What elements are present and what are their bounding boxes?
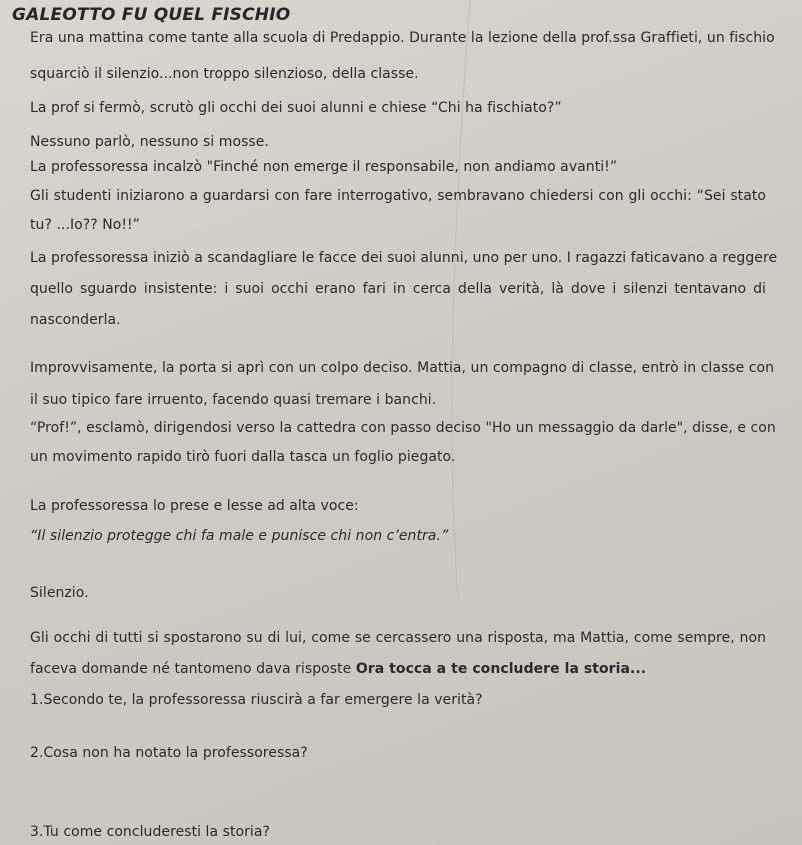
story-line: quello sguardo insistente: i suoi occhi erano fari in cerca della verità, là dove i silenzi tentavano di (30, 281, 766, 297)
note-quote: “Il silenzio protegge chi fa male e punisce chi non c’entra.” (30, 528, 449, 544)
story-line: Nessuno parlò, nessuno si mosse. (30, 134, 269, 150)
story-line: La professoressa incalzò "Finché non emerge il responsabile, non andiamo avanti!” (30, 159, 618, 175)
question-3: 3.Tu come concluderesti la storia? (30, 824, 270, 840)
question-1: 1.Secondo te, la professoressa riuscirà a far emergere la verità? (30, 692, 483, 708)
story-line: un movimento rapido tirò fuori dalla tasca un foglio piegato. (30, 449, 456, 465)
story-line: squarciò il silenzio...non troppo silenzioso, della classe. (30, 66, 419, 82)
story-line: il suo tipico fare irruento, facendo quasi tremare i banchi. (30, 392, 437, 408)
story-title: GALEOTTO FU QUEL FISCHIO (12, 5, 291, 25)
story-line: tu? ...Io?? No!!” (30, 217, 140, 233)
continue-prompt: Ora tocca a te concludere la storia... (355, 661, 647, 677)
story-line: Improvvisamente, la porta si aprì con un colpo deciso. Mattia, un compagno di classe, entrò in classe con (30, 360, 775, 376)
story-line: Era una mattina come tante alla scuola di Predappio. Durante la lezione della prof.ssa Graffieti, un fischio (30, 30, 775, 46)
story-line: La professoressa iniziò a scandagliare le facce dei suoi alunni, uno per uno. I ragazzi faticavano a reggere (30, 250, 778, 266)
story-line: Silenzio. (30, 585, 89, 601)
story-line: nasconderla. (30, 312, 121, 328)
story-line: La prof si fermò, scrutò gli occhi dei suoi alunni e chiese “Chi ha fischiato?” (30, 100, 562, 116)
story-line-with-prompt (30, 660, 646, 678)
story-line: “Prof!”, esclamò, dirigendosi verso la cattedra con passo deciso "Ho un messaggio da darle", disse, e con (30, 420, 776, 436)
story-line: Gli occhi di tutti si spostarono su di lui, come se cercassero una risposta, ma Mattia, come sempre, non (30, 630, 766, 646)
story-line: La professoressa lo prese e lesse ad alta voce: (30, 498, 359, 514)
story-line-end: faceva domande né tantomeno dava risposte (30, 661, 356, 677)
question-2: 2.Cosa non ha notato la professoressa? (30, 745, 308, 761)
story-line: Gli studenti iniziarono a guardarsi con fare interrogativo, sembravano chiedersi con gli occhi: “Sei stato (30, 188, 766, 204)
